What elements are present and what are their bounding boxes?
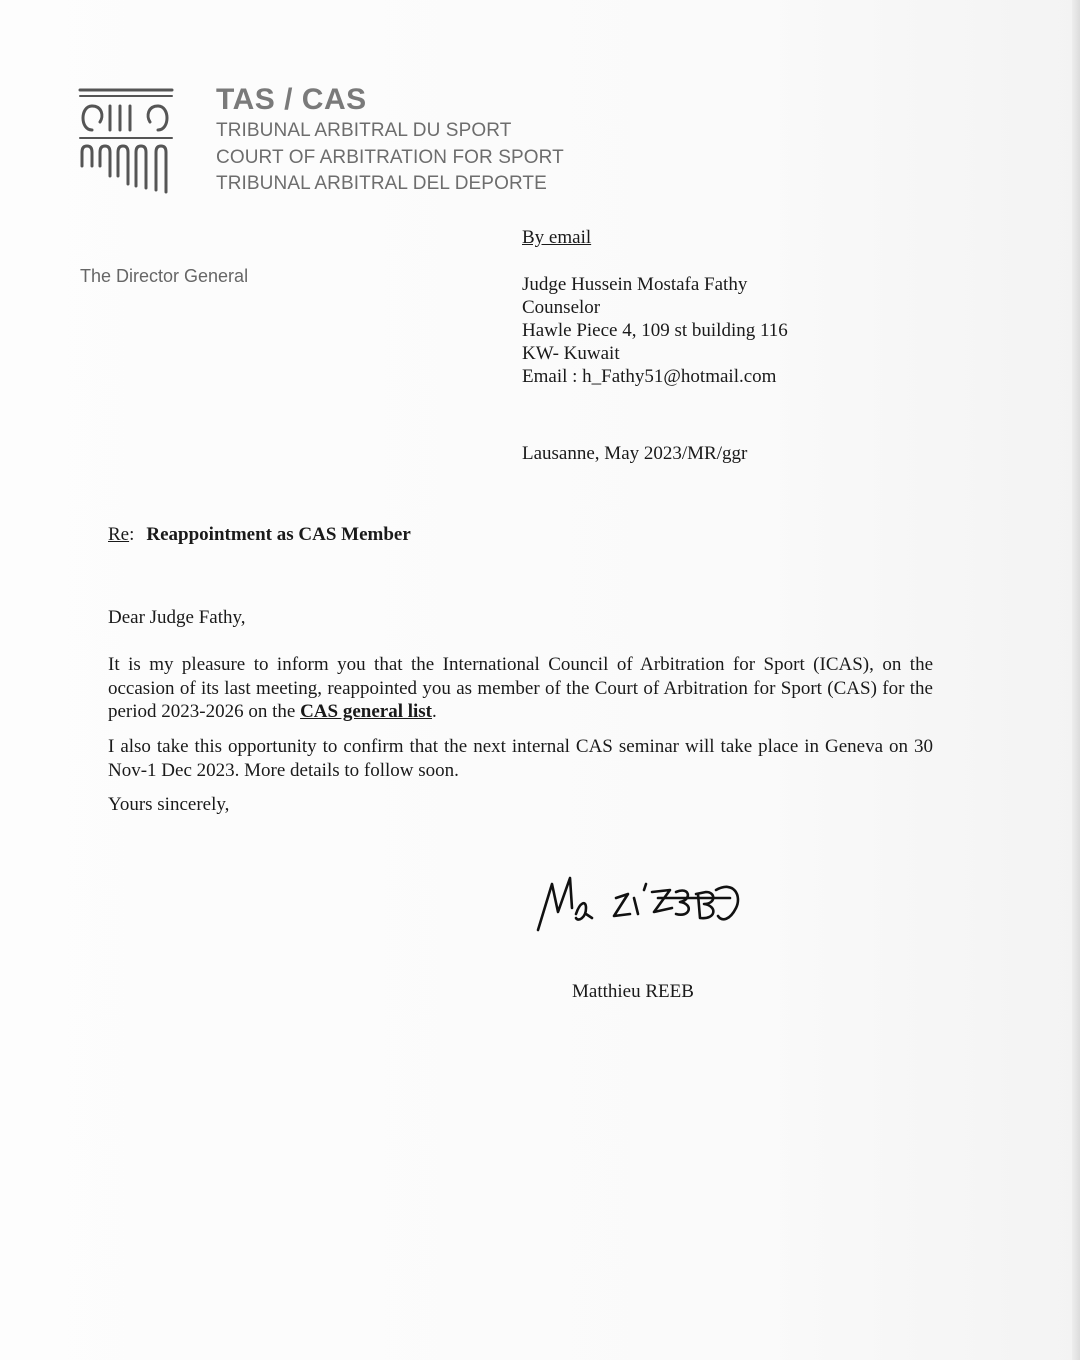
subject-label: Re xyxy=(108,524,130,545)
paragraph-1-end: . xyxy=(432,701,437,722)
recipient-address-line1: Hawle Piece 4, 109 st building 116 xyxy=(522,320,788,341)
org-acronym: TAS / CAS xyxy=(216,83,367,116)
body-paragraph-1 xyxy=(108,653,933,724)
subject-text: Reappointment as CAS Member xyxy=(146,524,411,545)
paragraph-1-text: It is my pleasure to inform you that the International Council of Arbitration for Sport (ICAS), on the occasion of its last meeting, reappointed you as member of the Court of Arbitration for Sport (CAS) for the period 2023-2026 on the xyxy=(108,654,933,722)
place-date-reference: Lausanne, May 2023/MR/ggr xyxy=(522,443,748,464)
subject-line xyxy=(108,524,411,546)
cas-general-list-link: CAS general list xyxy=(300,701,433,722)
recipient-position: Counselor xyxy=(522,297,601,318)
letterhead xyxy=(216,82,564,198)
subject-colon: : xyxy=(129,524,135,545)
delivery-method: By email xyxy=(522,227,592,248)
recipient-address xyxy=(522,273,788,388)
scan-edge xyxy=(1072,0,1080,1360)
sender-title: The Director General xyxy=(80,266,249,286)
signatory-name: Matthieu REEB xyxy=(572,981,694,1002)
org-name-french: TRIBUNAL ARBITRAL DU SPORT xyxy=(216,120,512,141)
org-name-english: COURT OF ARBITRATION FOR SPORT xyxy=(216,146,564,168)
recipient-email: Email : h_Fathy51@hotmail.com xyxy=(522,366,777,387)
recipient-address-line2: KW- Kuwait xyxy=(522,343,620,364)
salutation: Dear Judge Fathy, xyxy=(108,607,246,628)
closing: Yours sincerely, xyxy=(108,794,230,815)
org-name-spanish: TRIBUNAL ARBITRAL DEL DEPORTE xyxy=(216,173,547,194)
body-paragraph-2: I also take this opportunity to confirm that the next internal CAS seminar will take place in Geneva on 30 Nov-1 Dec 2023. More details to follow soon. xyxy=(108,736,933,781)
handwritten-signature-icon xyxy=(530,868,750,940)
tas-cas-logo-icon xyxy=(78,84,178,196)
recipient-name: Judge Hussein Mostafa Fathy xyxy=(522,274,748,295)
